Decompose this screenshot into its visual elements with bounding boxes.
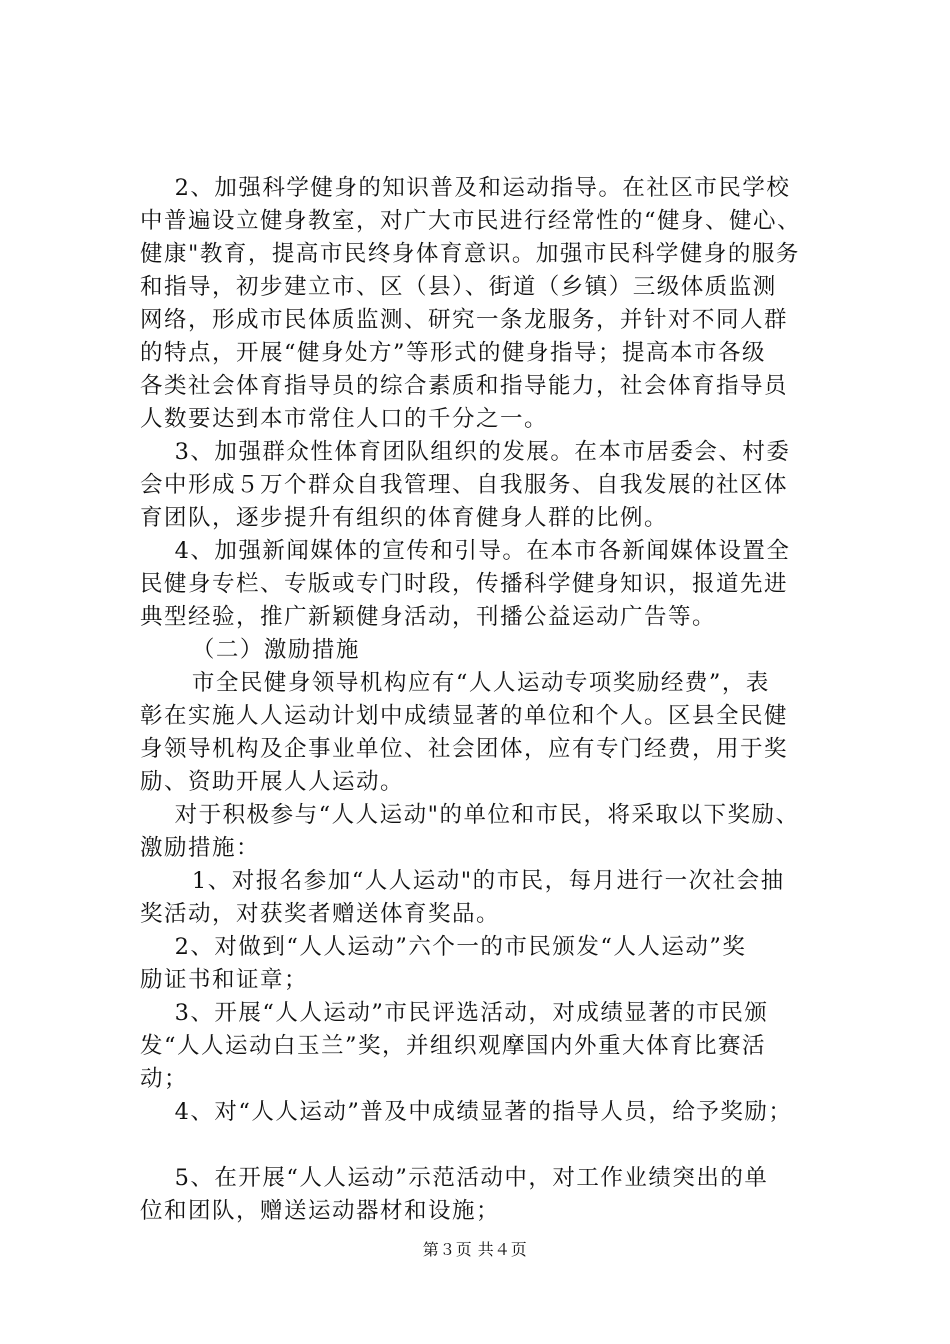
text-line: 2、加强科学健身的知识普及和运动指导。在社区市民学校 [140,175,791,201]
text-line: 人数要达到本市常住人口的千分之一。 [140,406,549,432]
text-line: 育团队，逐步提升有组织的体育健身人群的比例。 [140,505,669,531]
page-footer: 第３页 共４页 [422,1240,528,1259]
text-line: 位和团队，赠送运动器材和设施； [140,1198,501,1224]
text-line: 1、对报名参加“人人运动"的市民，每月进行一次社会抽 [140,868,785,894]
text-line: （二）激励措施 [140,637,360,663]
text-line: 民健身专栏、专版或专门时段，传播科学健身知识，报道先进 [140,571,789,597]
text-line: 网络，形成市民体质监测、研究一条龙服务，并针对不同人群 [140,307,789,333]
text-line: 会中形成５万个群众自我管理、自我服务、自我发展的社区体 [140,472,789,498]
text-line: 激励措施： [140,835,261,861]
text-line: 2、对做到“人人运动”六个一的市民颁发“人人运动”奖 [140,934,747,960]
text-line: 励、资助开展人人运动。 [140,769,405,795]
text-line: 4、对“人人运动”普及中成绩显著的指导人员，给予奖励； [140,1099,793,1125]
text-line: 和指导，初步建立市、区（县）、街道（乡镇）三级体质监测 [140,274,777,300]
text-line: 励证书和证章； [140,967,309,993]
text-line: 各类社会体育指导员的综合素质和指导能力，社会体育指导员 [140,373,789,399]
text-line: 奖活动，对获奖者赠送体育奖品。 [140,901,501,927]
text-line: 4、加强新闻媒体的宣传和引导。在本市各新闻媒体设置全 [140,538,791,564]
text-line: 中普遍设立健身教室，对广大市民进行经常性的“健身、健心、 [140,208,802,234]
text-line: 5、在开展“人人运动”示范活动中，对工作业绩突出的单 [140,1165,769,1191]
text-line: 身领导机构及企事业单位、社会团体，应有专门经费，用于奖 [140,736,789,762]
text-line: 的特点，开展“健身处方”等形式的健身指导；提高本市各级 [140,340,767,366]
text-line: 市全民健身领导机构应有“人人运动专项奖励经费”，表 [140,670,770,696]
text-line: 3、开展“人人运动”市民评选活动，对成绩显著的市民颁 [140,1000,769,1026]
text-line: 3、加强群众性体育团队组织的发展。在本市居委会、村委 [140,439,791,465]
text-line: 对于积极参与“人人运动"的单位和市民，将采取以下奖励、 [140,802,800,828]
text-line: 健康"教育，提高市民终身体育意识。加强市民科学健身的服务 [140,241,800,267]
text-line: 典型经验，推广新颖健身活动，刊播公益运动广告等。 [140,604,717,630]
text-line: 彰在实施人人运动计划中成绩显著的单位和个人。区县全民健 [140,703,789,729]
text-line: 动； [140,1066,189,1092]
text-line: 发“人人运动白玉兰”奖，并组织观摩国内外重大体育比赛活 [140,1033,767,1059]
